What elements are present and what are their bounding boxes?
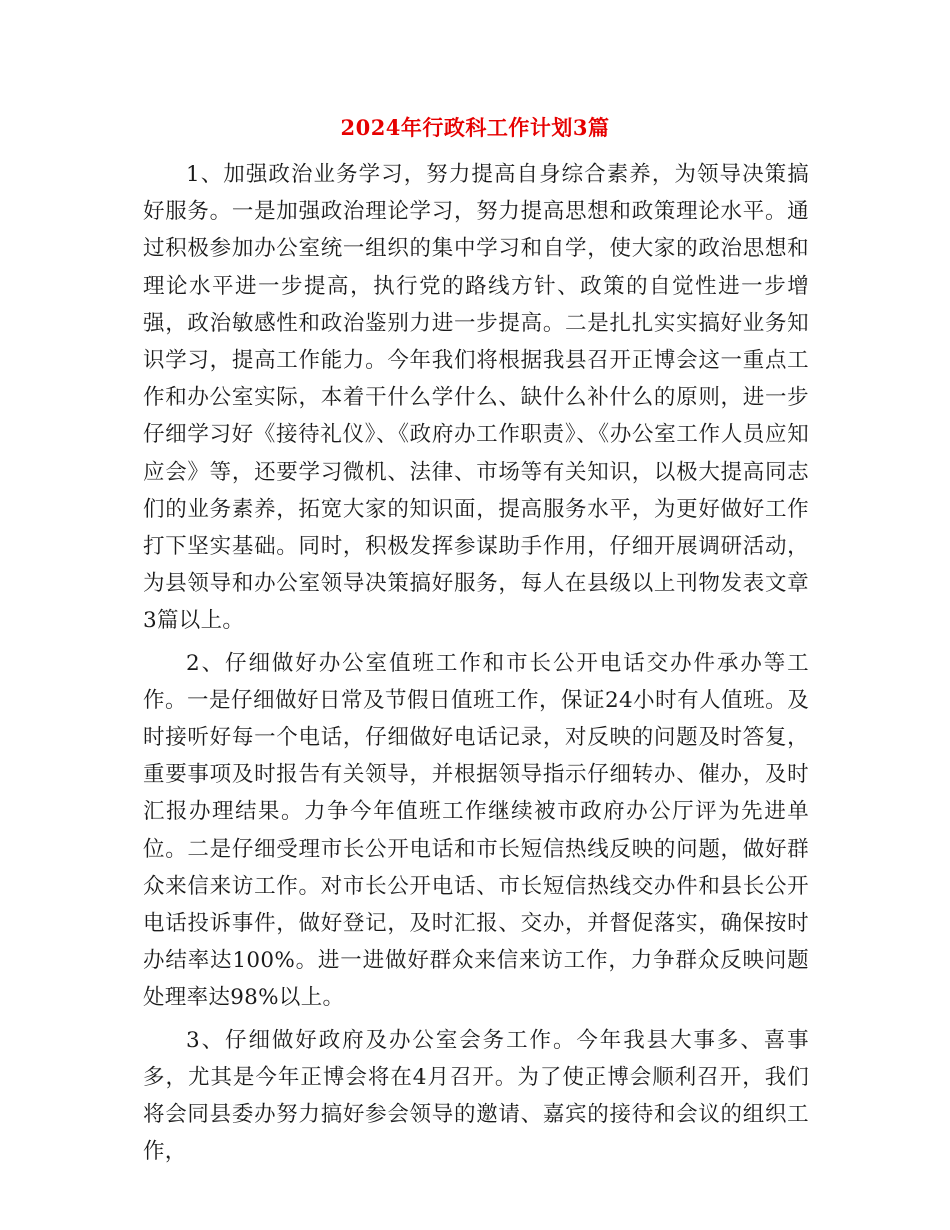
document-body <box>143 156 809 1175</box>
paragraph-2: 2、仔细做好办公室值班工作和市长公开电话交办件承办等工作。一是仔细做好日常及节假日值班工作，保证24小时有人值班。及时接听好每一个电话，仔细做好电话记录，对反映的问题及时答复，重要事项及时报告有关领导，并根据领导指示仔细转办、催办，及时汇报办理结果。力争今年值班工作继续被市政府办公厅评为先进单位。二是仔细受理市长公开电话和市长短信热线反映的问题，做好群众来信来访工作。对市长公开电话、市长短信热线交办件和县长公开电话投诉事件，做好登记，及时汇报、交办，并督促落实，确保按时办结率达100%。进一进做好群众来信来访工作，力争群众反映问题处理率达98%以上。 <box>143 650 809 1011</box>
paragraph-3: 3、仔细做好政府及办公室会务工作。今年我县大事多、喜事多，尤其是今年正博会将在4月召开。为了使正博会顺利召开，我们将会同县委办努力搞好参会领导的邀请、嘉宾的接待和会议的组织工作， <box>143 1027 809 1165</box>
document-title: 2024年行政科工作计划3篇 <box>340 115 610 140</box>
paragraph-1: 1、加强政治业务学习，努力提高自身综合素养，为领导决策搞好服务。一是加强政治理论学习，努力提高思想和政策理论水平。通过积极参加办公室统一组织的集中学习和自学，使大家的政治思想和理论水平进一步提高，执行党的路线方针、政策的自觉性进一步增强，政治敏感性和政治鉴别力进一步提高。二是扎扎实实搞好业务知识学习，提高工作能力。今年我们将根据我县召开正博会这一重点工作和办公室实际，本着干什么学什么、缺什么补什么的原则，进一步仔细学习好《接待礼仪》、《政府办工作职责》、《办公室工作人员应知应会》等，还要学习微机、法律、市场等有关知识，以极大提高同志们的业务素养，拓宽大家的知识面，提高服务水平，为更好做好工作打下坚实基础。同时，积极发挥参谋助手作用，仔细开展调研活动，为县领导和办公室领导决策搞好服务，每人在县级以上刊物发表文章3篇以上。 <box>143 162 809 634</box>
